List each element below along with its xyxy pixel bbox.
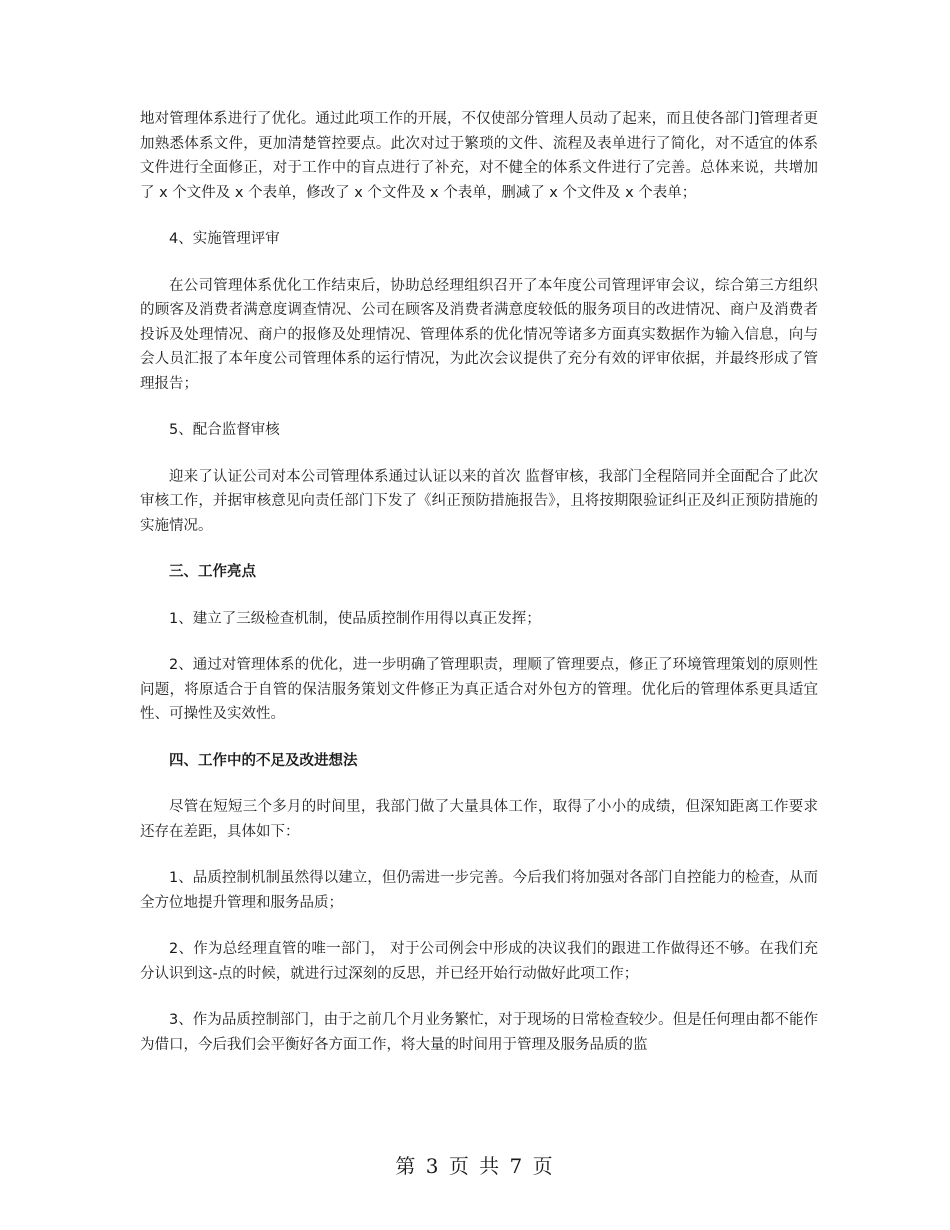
paragraph: 迎来了认证公司对本公司管理体系通过认证以来的首次 监督审核，我部门全程陪同并全面配合了此次审核工作，并据审核意见向责任部门下发了《纠正预防措施报告》，且将按期限验证纠正及纠正预防措施的实施情况。: [140, 468, 818, 534]
paragraph: 在公司管理体系优化工作结束后，协助总经理组织召开了本年度公司管理评审会议，综合第三方组织的顾客及消费者满意度调查情况、公司在顾客及消费者满意度较低的服务项目的改进情况、商户及消费者投诉及处理情况、商户的报修及处理情况、管理体系的优化情况等诸多方面真实数据作为输入信息，向与会人员汇报了本年度公司管理体系的运行情况，为此次会议提供了充分有效的评审依据，并最终形成了管理报告；: [140, 277, 818, 392]
section-heading-shortcomings: 四、工作中的不足及改进想法: [169, 752, 358, 769]
paragraph: 地对管理体系进行了优化。通过此项工作的开展，不仅使部分管理人员动了起来，而且使各部门]管理者更加熟悉体系文件，更加清楚管控要点。此次对过于繁琐的文件、流程及表单进行了简化，对不适宜的体系文件进行全面修正，对于工作中的盲点进行了补充，对不健全的体系文件进行了完善。总体来说，共增加了 x 个文件及 x 个表单，修改了 x 个文件及 x 个表单，删减了 x 个文件及 x 个表单；: [140, 111, 818, 201]
subheading-management-review: 4、实施管理评审: [169, 231, 280, 247]
paragraph: 尽管在短短三个多月的时间里，我部门做了大量具体工作，取得了小小的成绩，但深知距离工作要求还存在差距，具体如下：: [140, 799, 818, 840]
subheading-audit: 5、配合监督审核: [169, 422, 280, 438]
paragraph: 1、品质控制机制虽然得以建立，但仍需进一步完善。今后我们将加强对各部门自控能力的检查，从而全方位地提升管理和服务品质；: [140, 870, 818, 911]
paragraph: 2、作为总经理直管的唯一部门， 对于公司例会中形成的决议我们的跟进工作做得还不够。在我们充分认识到这-点的时候，就进行过深刻的反思，并已经开始行动做好此项工作；: [140, 941, 818, 982]
paragraph: 3、作为品质控制部门，由于之前几个月业务繁忙，对于现场的日常检查较少。但是任何理由都不能作为借口，今后我们会平衡好各方面工作，将大量的时间用于管理及服务品质的监: [140, 1012, 818, 1053]
section-heading-highlights: 三、工作亮点: [169, 564, 256, 580]
paragraph: 2、通过对管理体系的优化，进一步明确了管理职责，理顺了管理要点，修正了环境管理策划的原则性问题，将原适合于自管的保洁服务策划文件修正为真正适合对外包方的管理。优化后的管理体系更具适宜性、可操性及实效性。: [140, 657, 818, 722]
paragraph: 1、建立了三级检查机制，使品质控制作用得以真正发挥；: [169, 610, 541, 627]
document-body: [140, 107, 818, 1057]
page-number-footer: 第 3 页 共 7 页: [395, 1154, 555, 1178]
